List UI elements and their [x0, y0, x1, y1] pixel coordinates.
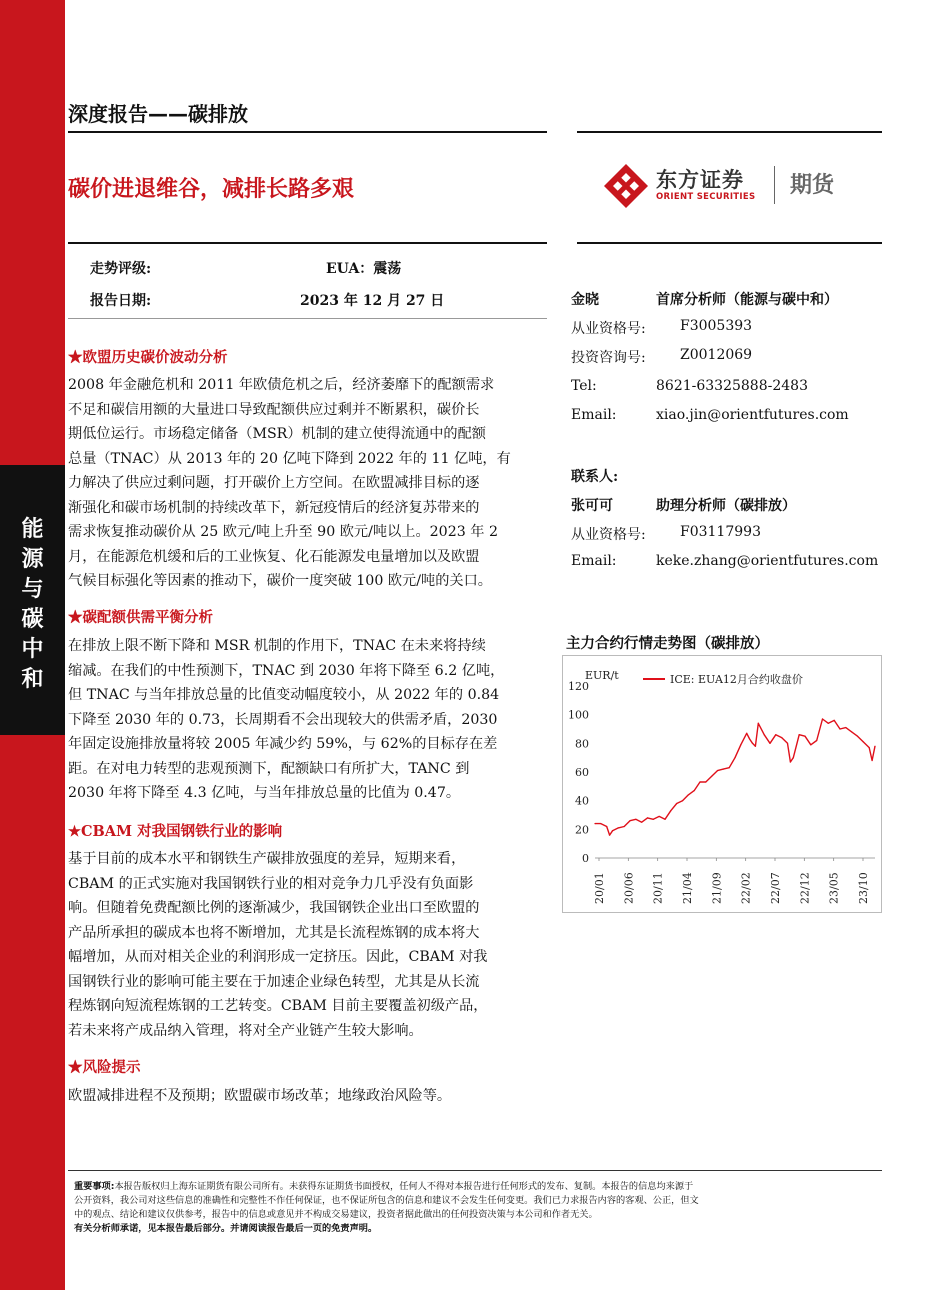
- rating-label: 走势评级:: [90, 261, 152, 277]
- data-point: [647, 817, 648, 818]
- logo-name-en: ORIENT SECURITIES: [656, 192, 756, 202]
- data-point: [857, 736, 858, 737]
- price-chart: [563, 656, 881, 912]
- disclaimer-line: 中的观点、结论和建议仅供参考，报告中的信息或意见并不构成交易建议，投资者据此做出的任何投资决策与本公司和作者无关。: [74, 1209, 598, 1220]
- paragraph-line: 不足和碳信用额的大量进口导致配额供应过剩并不断累积，碳价长: [68, 401, 480, 418]
- x-tick-label: 22/12: [798, 872, 812, 904]
- x-tick-label: 21/09: [710, 872, 724, 904]
- data-point: [600, 823, 601, 824]
- data-point: [717, 770, 718, 771]
- analyst-1-tel: 8621-63325888-2483: [656, 378, 808, 394]
- data-point: [746, 733, 747, 734]
- price-chart-frame: [562, 655, 882, 913]
- data-point: [871, 760, 872, 761]
- section-heading: ★风险提示: [68, 1059, 141, 1076]
- data-point: [822, 718, 823, 719]
- report-type: 深度报告——碳排放: [68, 102, 248, 126]
- paragraph-line: 若未来将产成品纳入管理，将对全产业链产生较大影响。: [68, 1022, 423, 1039]
- section-paragraph: [68, 1084, 546, 1109]
- title-rule-right: [577, 242, 882, 244]
- logo-separator: [774, 166, 775, 204]
- x-tick-label: 20/11: [651, 872, 665, 904]
- paragraph-line: 总量（TNAC）从 2013 年的 20 亿吨下降到 2022 年的 11 亿吨，有: [68, 450, 511, 467]
- paragraph-line: 距。在对电力转型的悲观预测下，配额缺口有所扩大，TANC 到: [68, 760, 470, 777]
- data-point: [641, 822, 642, 823]
- company-logo: [604, 162, 864, 210]
- data-point: [659, 816, 660, 817]
- x-tick-label: 20/01: [593, 872, 606, 904]
- data-point: [787, 743, 788, 744]
- data-point: [755, 746, 756, 747]
- y-axis-label: EUR/t: [585, 669, 619, 682]
- paragraph-line: 国钢铁行业的影响可能主要在于加速企业绿色转型，尤其是从长流: [68, 973, 480, 990]
- data-point: [828, 723, 829, 724]
- paragraph-line: 气候目标强化等因素的推动下，碳价一度突破 100 欧元/吨的关口。: [68, 573, 492, 589]
- disclaimer-line: 公开资料，我公司对这些信息的准确性和完整性不作任何保证，也不保证所包含的信息和建议不会发生任何变更。我们已力求报告内容的客观、公正，但文: [74, 1195, 699, 1206]
- date-value: 2023 年 12 月 27 日: [300, 293, 445, 309]
- data-point: [790, 761, 791, 762]
- logo-futures: 期货: [790, 173, 835, 198]
- data-point: [804, 736, 805, 737]
- side-category-tab: [0, 465, 65, 735]
- data-point: [863, 741, 864, 742]
- y-tick-label: 80: [575, 737, 589, 751]
- analyst-1-email[interactable]: xiao.jin@orientfutures.com: [656, 407, 849, 423]
- paragraph-line: 需求恢复推动碳价从 25 欧元/吨上升至 90 欧元/吨以上。2023 年 2: [68, 524, 498, 540]
- data-point: [612, 830, 613, 831]
- side-tab-char: 和: [21, 667, 44, 692]
- chart-title: 主力合约行情走势图（碳排放）: [566, 635, 769, 652]
- y-tick-label: 120: [568, 680, 589, 693]
- legend-label: ICE: EUA12月合约收盘价: [670, 673, 803, 686]
- analyst-1-cert: F3005393: [680, 318, 753, 334]
- analyst-1-tel-label: Tel:: [571, 378, 597, 394]
- analyst-1-email-label: Email:: [571, 407, 617, 423]
- x-tick-label: 21/04: [681, 872, 694, 904]
- analyst-2-email[interactable]: keke.zhang@orientfutures.com: [656, 553, 879, 569]
- analyst-1-title: 首席分析师（能源与碳中和）: [656, 292, 838, 308]
- paragraph-line: 年固定设施排放量将较 2005 年减少约 59%，与 62%的目标存在差: [68, 736, 498, 752]
- x-tick-label: 22/07: [769, 872, 782, 904]
- x-tick-label: 23/10: [857, 872, 870, 904]
- data-point: [752, 743, 753, 744]
- data-point: [869, 747, 870, 748]
- data-point: [874, 746, 875, 747]
- side-tab-char: 中: [21, 637, 44, 662]
- page-title: 碳价进退维谷，减排长路多艰: [68, 177, 355, 202]
- data-point: [694, 790, 695, 791]
- paragraph-line: 缩减。在我们的中性预测下，TNAC 到 2030 年将下降至 6.2 亿吨，: [68, 662, 505, 679]
- y-tick-label: 0: [582, 852, 589, 865]
- data-point: [670, 810, 671, 811]
- section-paragraph: [68, 373, 546, 594]
- analyst-2-title: 助理分析师（碳排放）: [656, 498, 796, 514]
- data-point: [839, 728, 840, 729]
- data-point: [653, 819, 654, 820]
- data-point: [845, 727, 846, 728]
- data-point: [834, 720, 835, 721]
- analyst-1-consult-label: 投资咨询号:: [571, 350, 646, 366]
- analyst-2-cert: F03117993: [680, 524, 761, 540]
- analyst-2-email-label: Email:: [571, 553, 617, 569]
- header-rule-right: [577, 131, 882, 133]
- y-tick-label: 60: [575, 766, 589, 779]
- data-point: [781, 737, 782, 738]
- data-point: [740, 744, 741, 745]
- y-tick-label: 40: [575, 794, 589, 808]
- paragraph-line: 力解决了供应过剩问题，打开碳价上方空间。在欧盟减排目标的逐: [68, 475, 480, 491]
- side-tab-char: 与: [21, 577, 44, 602]
- data-point: [624, 826, 625, 827]
- header-rule-left: [68, 131, 547, 133]
- paragraph-line: 月，在能源危机缓和后的工业恢复、化石能源发电量增加以及欧盟: [68, 548, 480, 565]
- data-point: [734, 757, 735, 758]
- paragraph-line: 幅增加，从而对相关企业的利润形成一定挤压。因此，CBAM 对我: [68, 949, 488, 965]
- paragraph-line: 期低位运行。市场稳定储备（MSR）机制的建立使得流通中的配额: [68, 426, 486, 442]
- section-heading: ★碳配额供需平衡分析: [68, 609, 213, 626]
- date-label: 报告日期:: [90, 293, 152, 309]
- data-point: [793, 757, 794, 758]
- data-point: [729, 767, 730, 768]
- data-point: [711, 776, 712, 777]
- section-paragraph: [68, 634, 546, 806]
- data-point: [664, 819, 665, 820]
- disclaimer: [74, 1180, 886, 1236]
- x-tick-label: 23/05: [827, 872, 841, 904]
- disclaimer-note: 有关分析师承诺，见本报告最后部分。并请阅读报告最后一页的免责声明。: [74, 1223, 378, 1234]
- data-point: [851, 731, 852, 732]
- disclaimer-label: 重要事项:: [74, 1181, 115, 1192]
- price-series-line: [595, 719, 875, 835]
- data-point: [723, 769, 724, 770]
- data-point: [688, 794, 689, 795]
- data-point: [635, 819, 636, 820]
- paragraph-line: 下降至 2030 年的 0.73，长周期看不会出现较大的供需矛盾，2030: [68, 711, 498, 728]
- analyst-2-name: 张可可: [571, 498, 613, 514]
- footer-rule: [68, 1170, 882, 1171]
- data-point: [676, 803, 677, 804]
- paragraph-line: 程炼钢向短流程炼钢的工艺转变。CBAM 目前主要覆盖初级产品，: [68, 998, 488, 1014]
- data-point: [816, 740, 817, 741]
- orient-logo-icon: [604, 164, 648, 208]
- data-point: [629, 820, 630, 821]
- data-point: [799, 734, 800, 735]
- paragraph-line: 2030 年将下降至 4.3 亿吨，与当年排放总量的比值为 0.47。: [68, 785, 461, 801]
- section-heading: ★CBAM 对我国钢铁行业的影响: [68, 823, 283, 840]
- side-tab-char: 碳: [21, 607, 44, 632]
- data-point: [769, 743, 770, 744]
- paragraph-line: 基于目前的成本水平和钢铁生产碳排放强度的差异，短期来看，: [68, 851, 466, 867]
- y-tick-label: 20: [575, 823, 589, 837]
- section-heading: ★欧盟历史碳价波动分析: [68, 349, 228, 366]
- data-point: [618, 827, 619, 828]
- paragraph-line: 2008 年金融危机和 2011 年欧债危机之后，经济萎靡下的配额需求: [68, 377, 495, 393]
- analyst-2-cert-label: 从业资格号:: [571, 527, 646, 543]
- data-point: [775, 734, 776, 735]
- paragraph-line: 响。但随着免费配额比例的逐渐减少，我国钢铁企业出口至欧盟的: [68, 900, 480, 916]
- data-point: [682, 800, 683, 801]
- paragraph-line: 在排放上限不断下降和 MSR 机制的作用下，TNAC 在未来将持续: [68, 638, 486, 654]
- side-tab-char: 能: [21, 517, 44, 542]
- analyst-1-consult: Z0012069: [680, 347, 753, 363]
- logo-name-cn: 东方证券: [656, 168, 744, 192]
- contact-label: 联系人:: [571, 469, 619, 485]
- data-point: [606, 826, 607, 827]
- data-point: [810, 744, 811, 745]
- data-point: [594, 823, 595, 824]
- data-point: [609, 834, 610, 835]
- paragraph-line: 产品所承担的碳成本也将不断增加，尤其是长流程炼钢的成本将大: [68, 924, 480, 941]
- rating-value: EUA：震荡: [326, 261, 402, 277]
- analyst-1-name: 金晓: [571, 292, 599, 308]
- paragraph-line: CBAM 的正式实施对我国钢铁行业的相对竞争力几乎没有负面影: [68, 875, 474, 892]
- paragraph-line: 渐强化和碳市场机制的持续改革下，新冠疫情后的经济复苏带来的: [68, 499, 480, 516]
- meta-rule: [68, 318, 547, 319]
- data-point: [705, 781, 706, 782]
- disclaimer-line: 本报告版权归上海东证期货有限公司所有。未获得东证期货书面授权，任何人不得对本报告进行任何形式的发布、复制。本报告的信息均来源于: [114, 1181, 694, 1192]
- paragraph-line: 欧盟减排进程不及预期；欧盟碳市场改革；地缘政治风险等。: [68, 1088, 452, 1104]
- analyst-1-cert-label: 从业资格号:: [571, 321, 646, 337]
- data-point: [758, 723, 759, 724]
- data-point: [749, 738, 750, 739]
- section-paragraph: [68, 847, 546, 1043]
- data-point: [699, 781, 700, 782]
- paragraph-line: 但 TNAC 与当年排放总量的比值变动幅度较小，从 2022 年的 0.84: [68, 687, 500, 703]
- title-rule-left: [68, 242, 547, 244]
- x-tick-label: 22/02: [739, 872, 753, 904]
- y-tick-label: 100: [568, 708, 589, 722]
- data-point: [764, 734, 765, 735]
- x-tick-label: 20/06: [622, 872, 636, 904]
- side-tab-char: 源: [21, 547, 44, 572]
